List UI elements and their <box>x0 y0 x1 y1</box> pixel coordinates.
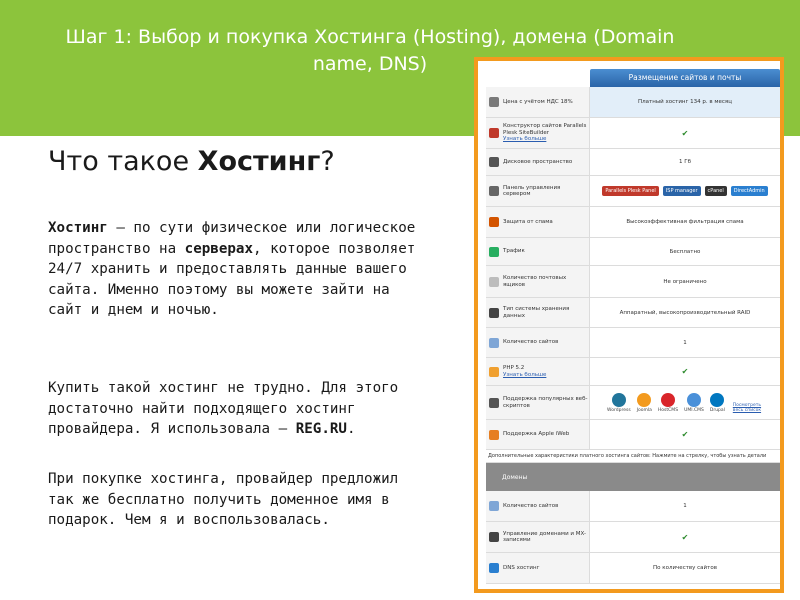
cms-logo <box>637 393 652 413</box>
cms-list-link[interactable]: Посмотреть весь список <box>732 402 762 413</box>
more-link[interactable]: Узнать больше <box>503 371 547 378</box>
row-value: Не ограничено <box>663 278 707 285</box>
feature-icon <box>489 367 499 377</box>
row-label-cell <box>486 118 590 148</box>
paragraph-domain: При покупке хостинга, провайдер предложил так же бесплатно получить доменное имя в подарок. Чем я и воспользовалась. <box>48 471 399 528</box>
table-row <box>486 266 780 298</box>
row-label <box>503 339 558 346</box>
row-label <box>503 503 558 510</box>
p2-text-2: . <box>346 421 356 437</box>
cms-icon <box>687 393 701 407</box>
row-label-text: Поддержка популярных веб-скриптов <box>503 396 588 409</box>
cms-icon <box>710 393 724 407</box>
row-value: 1 <box>683 503 687 509</box>
row-value-cell <box>590 386 780 419</box>
row-label-cell <box>486 266 590 297</box>
domains-section: Домены <box>486 463 780 491</box>
row-label-cell <box>486 328 590 357</box>
row-label <box>503 306 589 319</box>
cms-logo <box>607 393 631 413</box>
p2-bold: REG.RU <box>295 421 347 437</box>
row-label-cell <box>486 207 590 237</box>
p1-text-2: , которое позволяет 24/7 хранить и предоставлять данные вашего сайта. Именно поэтому вы можете зайти на сайт и днем и ночью. <box>48 240 416 318</box>
table-row <box>486 238 780 266</box>
panel-logo: ISP manager <box>663 186 701 196</box>
table-note: Дополнительные характеристики платного хостинга сайтов: Нажмите на стрелку, чтобы узнать детали <box>486 450 780 463</box>
heading-pre: Что такое <box>48 146 198 177</box>
panel-logo: Parallels Plesk Panel <box>602 186 658 196</box>
row-label <box>503 219 553 226</box>
table-row <box>486 553 780 584</box>
row-value-cell <box>590 358 780 385</box>
feature-icon <box>489 398 499 408</box>
table-row <box>486 491 780 522</box>
row-label <box>503 431 569 438</box>
row-label <box>503 565 540 572</box>
table-row <box>486 298 780 328</box>
table-row <box>486 420 780 450</box>
feature-icon <box>489 277 499 287</box>
table-row <box>486 176 780 207</box>
row-label <box>503 123 589 143</box>
check-icon: ✔ <box>681 430 689 439</box>
cms-icon <box>661 393 675 407</box>
row-value-cell <box>590 149 780 175</box>
check-icon: ✔ <box>681 532 689 542</box>
row-label-cell <box>486 358 590 385</box>
p1-bold-1: Хостинг <box>48 220 108 236</box>
feature-icon <box>489 217 499 227</box>
cms-name: UMI.CMS <box>684 407 704 413</box>
panel-logo: DirectAdmin <box>731 186 768 196</box>
row-value: 1 <box>683 339 687 346</box>
row-label-cell <box>486 491 590 521</box>
row-label-cell <box>486 176 590 206</box>
table-row <box>486 386 780 420</box>
row-value-cell <box>590 328 780 357</box>
row-value-cell <box>590 553 780 583</box>
panel-logo: cPanel <box>705 186 727 196</box>
cms-name: HostCMS <box>657 407 679 413</box>
row-label-cell <box>486 386 590 419</box>
cms-name: Wordpress <box>607 407 631 413</box>
row-label-text: Защита от спама <box>503 218 553 225</box>
p1-bold-2: серверах <box>184 240 254 257</box>
cms-logo <box>684 393 704 413</box>
row-label-cell <box>486 553 590 583</box>
table-row <box>486 328 780 358</box>
row-value: Аппаратный, высокопроизводительный RAID <box>619 309 751 316</box>
row-label <box>503 185 589 198</box>
table-row <box>486 358 780 386</box>
row-value-cell <box>590 238 780 265</box>
row-label <box>503 99 573 106</box>
paragraph-definition <box>48 218 428 321</box>
row-label <box>503 365 546 378</box>
row-label <box>503 248 525 255</box>
feature-icon <box>489 563 499 573</box>
feature-icon <box>489 186 499 196</box>
row-value-cell <box>590 87 780 117</box>
row-value-cell <box>590 118 780 148</box>
row-label-cell <box>486 238 590 265</box>
row-value-cell <box>590 176 780 206</box>
row-label-text: Цена с учётом НДС 18% <box>503 98 573 105</box>
table-row <box>486 207 780 238</box>
cms-icon <box>612 393 626 407</box>
row-label <box>503 531 589 544</box>
row-label-text: Количество сайтов <box>503 502 559 509</box>
row-label-cell <box>486 149 590 175</box>
row-label <box>503 275 589 288</box>
paragraph-provider <box>48 378 428 440</box>
cms-logo <box>710 393 725 413</box>
feature-icon <box>489 532 499 542</box>
feature-icon <box>489 430 499 440</box>
row-value: Платный хостинг 134 р. в месяц <box>638 99 732 105</box>
row-label-text: Панель управления сервером <box>503 184 561 197</box>
row-value: Высокоэффективная фильтрация спама <box>626 219 744 225</box>
row-value-cell <box>590 491 780 521</box>
heading-post: ? <box>320 146 335 177</box>
row-label-text: DNS хостинг <box>503 564 540 571</box>
cms-logo <box>658 393 678 413</box>
hosting-table-screenshot <box>474 57 784 593</box>
cms-name: Drupal <box>709 407 725 413</box>
row-label-text: Дисковое пространство <box>503 158 573 165</box>
row-value-cell <box>590 522 780 552</box>
heading <box>48 146 335 177</box>
cms-logos <box>607 393 763 413</box>
feature-icon <box>489 128 499 138</box>
check-icon: ✔ <box>681 128 689 138</box>
row-label-text: Количество сайтов <box>503 339 559 346</box>
check-icon: ✔ <box>681 367 689 376</box>
row-value-cell <box>590 266 780 297</box>
row-label-text: Конструктор сайтов Parallels Plesk SiteBuilder <box>503 123 587 136</box>
table-header: Размещение сайтов и почты <box>590 69 780 87</box>
slide-title: Шаг 1: Выбор и покупка Хостинга (Hosting), домена (Domain name, DNS) <box>65 26 675 75</box>
row-label <box>503 159 572 166</box>
row-value-cell <box>590 420 780 449</box>
row-value-cell <box>590 298 780 327</box>
cms-name: Joomla <box>636 407 652 413</box>
p1-text-1: – по сути физическое или логическое пространство на <box>48 220 416 257</box>
row-label-text: Трафик <box>503 248 525 255</box>
feature-icon <box>489 157 499 167</box>
feature-icon <box>489 501 499 511</box>
row-value: По количеству сайтов <box>653 565 717 571</box>
table-row <box>486 118 780 149</box>
p2-text-1: Купить такой хостинг не трудно. Для этого достаточно найти подходящего хостинг провайдера. Я использовала – <box>48 380 399 437</box>
feature-icon <box>489 338 499 348</box>
row-label-cell <box>486 87 590 117</box>
feature-icon <box>489 308 499 318</box>
cms-icon <box>637 393 651 407</box>
row-label-cell <box>486 522 590 552</box>
row-value: Бесплатно <box>669 248 701 255</box>
row-label-text: Поддержка Apple iWeb <box>503 431 570 438</box>
row-label-cell <box>486 420 590 449</box>
table-row <box>486 87 780 118</box>
row-label-text: Количество почтовых ящиков <box>503 275 567 288</box>
feature-icon <box>489 97 499 107</box>
row-label-text: Тип системы хранения данных <box>503 306 570 319</box>
hosting-table <box>486 69 780 584</box>
more-link[interactable]: Узнать больше <box>503 136 547 143</box>
heading-bold: Хостинг <box>197 146 321 177</box>
feature-icon <box>489 247 499 257</box>
row-label <box>503 396 589 409</box>
table-row <box>486 522 780 553</box>
row-label-text: Управление доменами и MX-записями <box>503 530 586 543</box>
row-label-text: PHP 5.2 <box>503 365 525 371</box>
row-value-cell <box>590 207 780 237</box>
row-label-cell <box>486 298 590 327</box>
table-row <box>486 149 780 176</box>
row-value: 1 Гб <box>679 159 691 165</box>
panel-logos <box>602 186 767 196</box>
